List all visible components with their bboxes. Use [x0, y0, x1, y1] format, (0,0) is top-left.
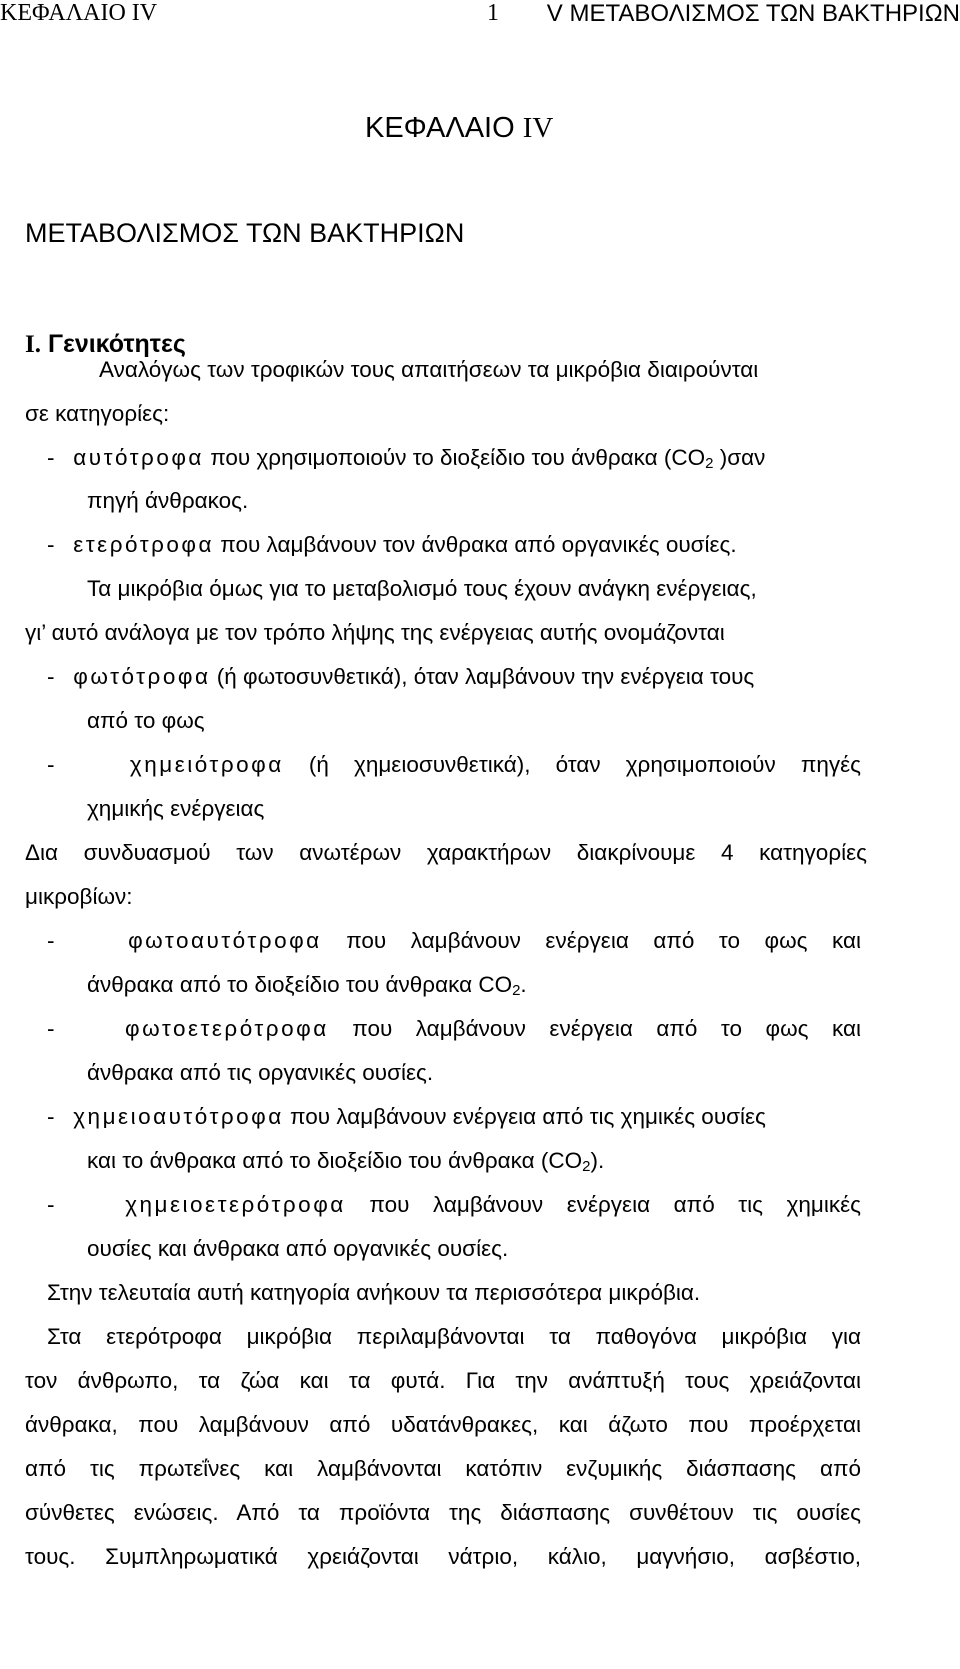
list-item-continuation: χημικής ενέργειας	[87, 796, 265, 821]
list-text: .	[520, 972, 527, 997]
list-text: ).	[590, 1148, 605, 1173]
section-number: I.	[25, 331, 41, 358]
list-item-continuation: από το φως	[87, 708, 205, 733]
list-text: που λαμβάνουν ενέργεια από τις χημικές	[369, 1192, 861, 1217]
chapter-roman: IV	[522, 112, 554, 144]
paragraph-line: σε κατηγορίες:	[25, 401, 170, 426]
list-text: που λαμβάνουν τον άνθρακα από οργανικές ουσίες.	[220, 532, 737, 557]
list-item: - φωτοαυτότροφα που λαμβάνουν ενέργεια από το φως και	[47, 928, 862, 953]
header-running-title: V ΜΕΤΑΒΟΛΙΣΜΟΣ ΤΩΝ ΒΑΚΤΗΡΙΩΝ	[546, 0, 960, 27]
list-text: )σαν	[719, 445, 766, 470]
paragraph-line: σύνθετες ενώσεις. Από τα προϊόντα της διάσπασης συνθέτουν τις ουσίες	[25, 1500, 861, 1525]
paragraph-line: Στα ετερότροφα μικρόβια περιλαμβάνονται τα παθογόνα μικρόβια για	[47, 1324, 861, 1349]
subscript: 2	[512, 982, 521, 999]
page-header	[0, 0, 960, 30]
paragraph-line: τον άνθρωπο, τα ζώα και τα φυτά. Για την ανάπτυξή τους χρειάζονται	[25, 1368, 861, 1393]
list-item-continuation: άνθρακα από τις οργανικές ουσίες.	[87, 1060, 434, 1085]
paragraph-line: Δια συνδυασμού των ανωτέρων χαρακτήρων διακρίνουμε 4 κατηγορίες	[25, 840, 867, 865]
list-item: - χημειότροφα (ή χημειοσυνθετικά), όταν χρησιμοποιούν πηγές	[47, 752, 861, 777]
list-item: - αυτότροφα που χρησιμοποιούν το διοξείδιο του άνθρακα ($CO_2$ )σαν	[47, 445, 766, 472]
list-item-continuation	[87, 1146, 604, 1176]
chapter-heading	[365, 112, 553, 145]
list-item: - φωτότροφα (ή φωτοσυνθετικά), όταν λαμβάνουν την ενέργεια τους	[47, 664, 755, 689]
section-title: Γενικότητες	[47, 330, 186, 358]
list-text: (ή φωτοσυνθετικά), όταν λαμβάνουν την ενέργεια τους	[216, 664, 755, 689]
header-page-number: 1	[487, 0, 499, 26]
list-term: χημειοετερότροφα	[125, 1192, 346, 1217]
paragraph-line: Αναλόγως των τροφικών τους απαιτήσεων τα μικρόβια διαιρούνται	[99, 357, 759, 382]
chapter-title: ΜΕΤΑΒΟΛΙΣΜΟΣ ΤΩΝ ΒΑΚΤΗΡΙΩΝ	[25, 218, 465, 248]
paragraph-line: Στην τελευταία αυτή κατηγορία ανήκουν τα περισσότερα μικρόβια.	[47, 1280, 701, 1305]
subscript: 2	[705, 455, 714, 472]
header-chapter: ΚΕΦΑΛΑΙΟ IV	[0, 0, 158, 26]
paragraph-line: τους. Συμπληρωματικά χρειάζονται νάτριο, κάλιο, μαγνήσιο, ασβέστιο,	[25, 1544, 861, 1569]
list-term: ετερότροφα	[73, 532, 214, 557]
list-item-continuation: πηγή άνθρακος.	[87, 488, 249, 513]
list-text: που χρησιμοποιούν το διοξείδιο του άνθρακα (CO	[210, 445, 706, 470]
chapter-label: ΚΕΦΑΛΑΙΟ	[365, 112, 515, 144]
list-text: που λαμβάνουν ενέργεια από τις χημικές ουσίες	[290, 1104, 766, 1129]
list-text: που λαμβάνουν ενέργεια από το φως και	[346, 928, 862, 953]
list-term: χημειοαυτότροφα	[73, 1104, 284, 1129]
list-item: - χημειοετερότροφα που λαμβάνουν ενέργεια από τις χημικές	[47, 1192, 861, 1217]
list-term: φωτοετερότροφα	[125, 1016, 329, 1041]
list-text: (ή χημειοσυνθετικά), όταν χρησιμοποιούν πηγές	[308, 752, 861, 777]
subscript: 2	[582, 1158, 591, 1175]
list-term: φωτότροφα	[73, 664, 211, 689]
list-item: - φωτοετερότροφα που λαμβάνουν ενέργεια από το φως και	[47, 1016, 861, 1041]
paragraph-line: άνθρακα, που λαμβάνουν από υδατάνθρακες, και άζωτο που προέρχεται	[25, 1412, 861, 1437]
list-item: - χημειοαυτότροφα που λαμβάνουν ενέργεια από τις χημικές ουσίες	[47, 1104, 766, 1129]
list-item: - ετερότροφα που λαμβάνουν τον άνθρακα από οργανικές ουσίες.	[47, 532, 737, 557]
paragraph-line: γι’ αυτό ανάλογα με τον τρόπο λήψης της ενέργειας αυτής ονομάζονται	[25, 620, 725, 645]
list-item-continuation: ουσίες και άνθρακα από οργανικές ουσίες.	[87, 1236, 509, 1261]
list-item-continuation	[87, 970, 527, 1000]
paragraph-line: από τις πρωτεΐνες και λαμβάνονται κατόπιν ενζυμικής διάσπασης από	[25, 1456, 861, 1481]
paragraph-line: Τα μικρόβια όμως για το μεταβολισμό τους έχουν ανάγκη ενέργειας,	[87, 576, 757, 601]
list-text: άνθρακα από το διοξείδιο του άνθρακα CO	[87, 972, 513, 997]
paragraph-line: μικροβίων:	[25, 884, 133, 909]
list-term: φωτοαυτότροφα	[128, 928, 322, 953]
list-text: και το άνθρακα από το διοξείδιο του άνθρακα (CO	[87, 1148, 583, 1173]
list-text: που λαμβάνουν ενέργεια από το φως και	[352, 1016, 861, 1041]
list-term: χημειότροφα	[129, 752, 284, 777]
list-term: αυτότροφα	[73, 445, 204, 470]
